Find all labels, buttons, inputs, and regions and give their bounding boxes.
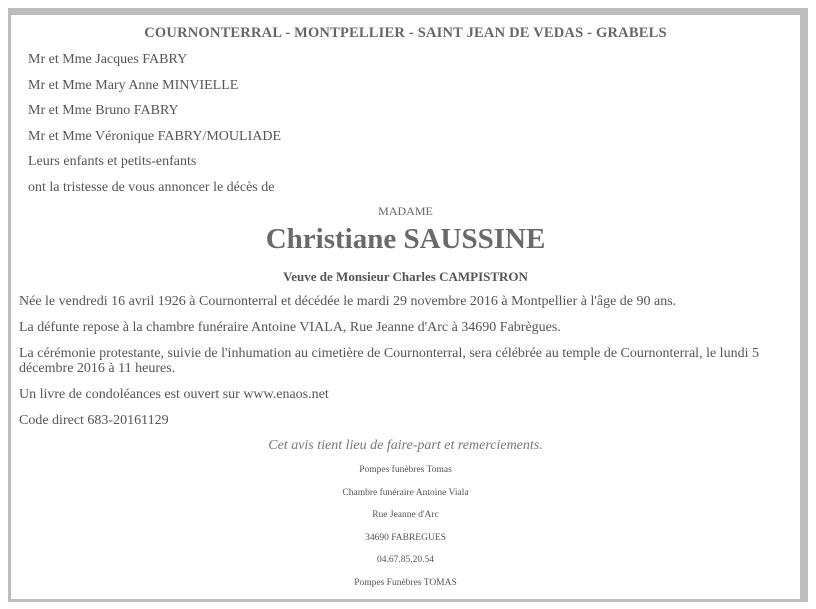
frame-border-bottom [8,599,808,602]
birth-death-paragraph: Née le vendredi 16 avril 1926 à Cournonterral et décédée le mardi 29 novembre 2016 à Montpellier à l'âge de 90 ans. [19,294,677,309]
family-line: Mr et Mme Jacques FABRY [28,52,188,67]
family-line: ont la tristesse de vous annoncer le décès de [28,180,275,195]
deceased-name: Christiane SAUSSINE [265,223,546,255]
footer-line: 04.67.85.20.54 [377,555,434,565]
condolences-paragraph: Un livre de condoléances est ouvert sur www.enaos.net [19,387,329,402]
closing-note: Cet avis tient lieu de faire-part et remerciements. [268,438,543,453]
footer-line: 34690 FABREGUES [365,533,446,543]
notice-header: COURNONTERRAL - MONTPELLIER - SAINT JEAN DE VEDAS - GRABELS [144,25,667,41]
repose-paragraph: La défunte repose à la chambre funéraire Antoine VIALA, Rue Jeanne d'Arc à 34690 Fabrègues. [19,320,561,335]
frame-border-top [8,8,808,15]
footer-line: Pompes Funèbres TOMAS [354,578,457,588]
frame-border-right [800,8,808,602]
footer-line: Pompes funèbres Tomas [359,465,452,475]
direct-code: Code direct 683-20161129 [19,413,169,428]
ceremony-paragraph: La cérémonie protestante, suivie de l'inhumation au cimetière de Cournonterral, sera célébrée au temple de Cournonterral, le lundi 5 décembre 2016 à 11 heures. [19,346,759,376]
family-line: Mr et Mme Mary Anne MINVIELLE [28,78,239,93]
widow-of: Veuve de Monsieur Charles CAMPISTRON [283,269,528,284]
family-line: Leurs enfants et petits-enfants [28,154,197,169]
obituary-notice [11,15,800,599]
family-line: Mr et Mme Bruno FABRY [28,103,179,118]
honorific: MADAME [378,204,433,218]
footer-line: Rue Jeanne d'Arc [372,510,439,520]
footer-line: Chambre funéraire Antoine Viala [342,488,469,498]
family-line: Mr et Mme Véronique FABRY/MOULIADE [28,129,282,144]
